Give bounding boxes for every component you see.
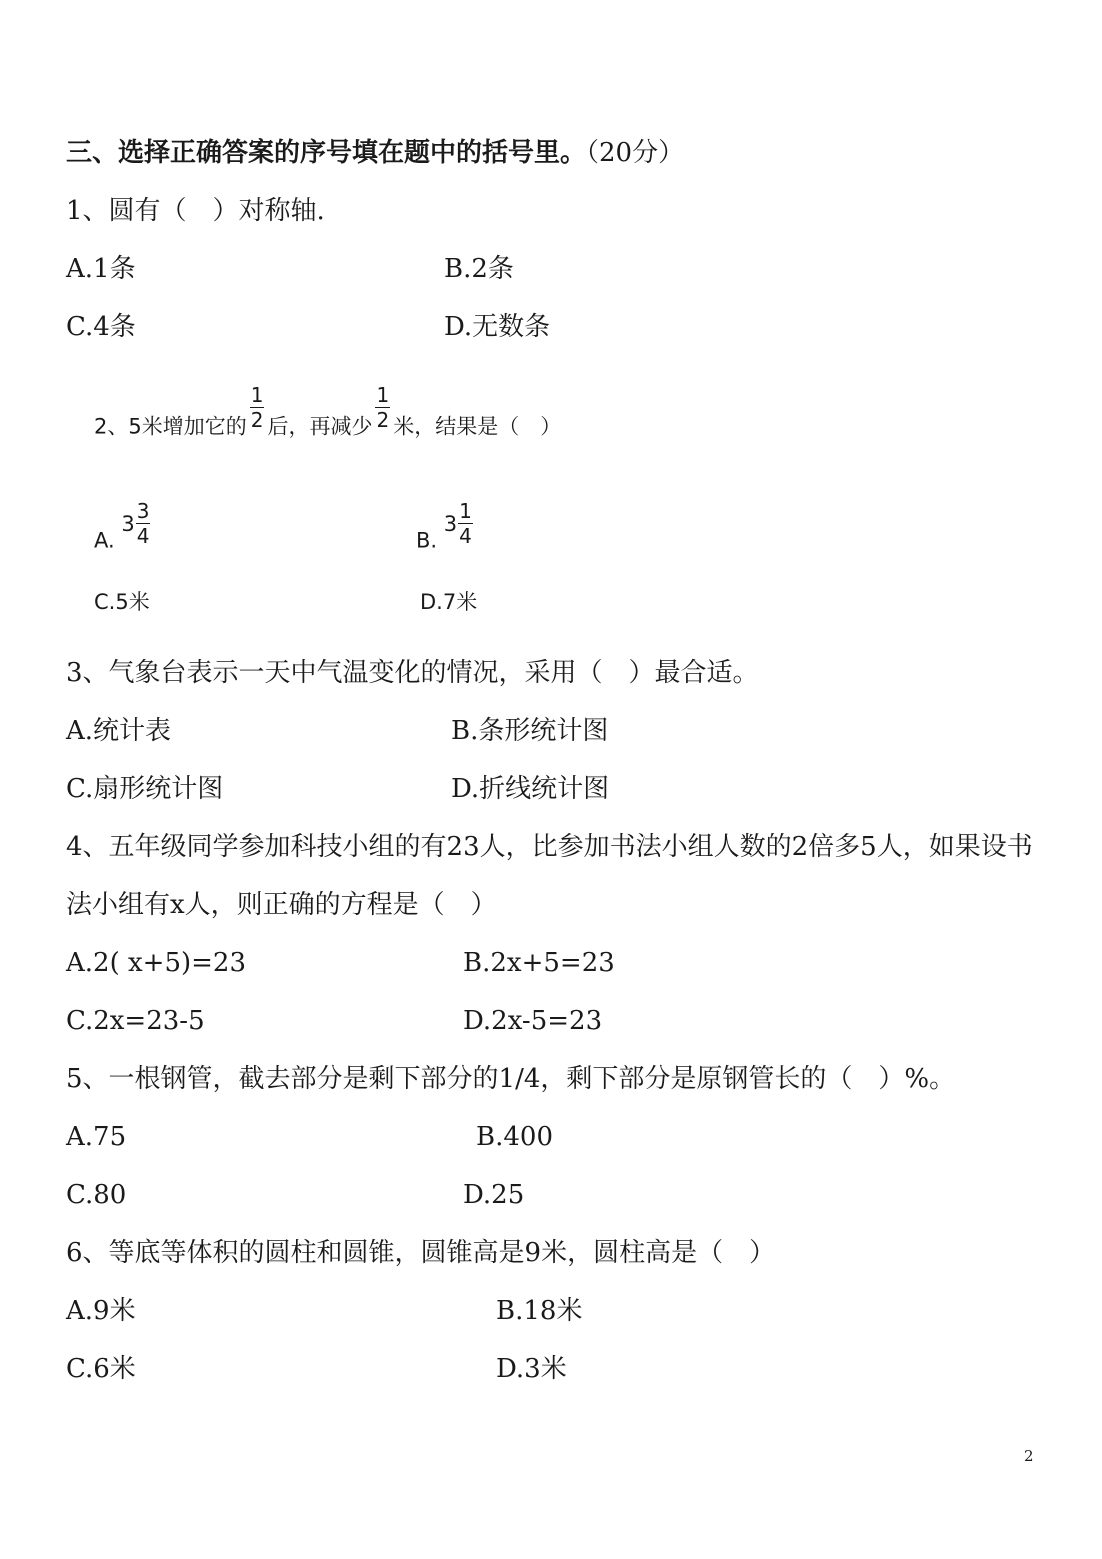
mixed-number <box>444 500 473 547</box>
question-5-text: 5、一根钢管，截去部分是剩下部分的1/4，剩下部分是原钢管长的（ ）%。 <box>66 1064 956 1094</box>
question-1-option-c: C.4条 <box>66 312 136 342</box>
question-5-option-d: D.25 <box>463 1180 525 1210</box>
mixed-whole: 3 <box>121 511 135 536</box>
question-4-option-b: B.2x+5=23 <box>463 948 615 978</box>
question-2-text <box>94 383 562 451</box>
option-label: B. <box>416 528 438 553</box>
section-title: 三、选择正确答案的序号填在题中的括号里。 <box>66 138 587 168</box>
question-5-option-b: B.400 <box>476 1122 553 1152</box>
question-2-option-d: D.7米 <box>420 590 478 614</box>
fraction-numerator: 1 <box>250 383 264 407</box>
question-3-option-b: B.条形统计图 <box>451 716 609 746</box>
question-4-option-d: D.2x-5=23 <box>463 1006 603 1036</box>
question-3-text: 3、气象台表示一天中气温变化的情况，采用（ ）最合适。 <box>66 658 759 688</box>
question-2-fraction-2 <box>375 384 390 431</box>
question-2-option-c: C.5米 <box>94 590 150 614</box>
fraction-denominator: 2 <box>250 408 264 432</box>
question-1-text: 1、圆有（ ）对称轴. <box>66 196 325 226</box>
question-4-text-line2: 法小组有x人，则正确的方程是（ ） <box>66 890 497 920</box>
fraction-denominator: 2 <box>376 408 390 432</box>
mixed-number <box>121 500 150 547</box>
question-3-option-c: C.扇形统计图 <box>66 774 224 804</box>
question-2-option-b <box>416 499 473 565</box>
mixed-whole: 3 <box>443 511 458 536</box>
question-2-text-part3: 米，结果是（ ） <box>393 414 562 439</box>
question-6-option-d: D.3米 <box>496 1354 567 1384</box>
question-6-text: 6、等底等体积的圆柱和圆锥，圆锥高是9米，圆柱高是（ ） <box>66 1238 776 1268</box>
mixed-fraction <box>136 500 151 547</box>
question-5-option-c: C.80 <box>66 1180 127 1210</box>
question-1-option-b: B.2条 <box>444 254 514 284</box>
question-6-option-a: A.9米 <box>66 1296 136 1326</box>
question-3-option-a: A.统计表 <box>66 716 172 746</box>
question-2-text-part1: 2、5米增加它的 <box>94 414 247 439</box>
fraction-denominator: 4 <box>136 524 150 548</box>
question-4-option-a: A.2( x+5)=23 <box>66 948 246 978</box>
option-label: A. <box>94 528 115 553</box>
section-heading <box>66 136 684 170</box>
question-5-option-a: A.75 <box>66 1122 127 1152</box>
question-6-option-b: B.18米 <box>496 1296 583 1326</box>
question-1-option-a: A.1条 <box>66 254 136 284</box>
section-points: （20分） <box>586 138 685 168</box>
fraction-numerator: 3 <box>136 499 150 523</box>
mixed-fraction <box>458 500 473 547</box>
question-4-option-c: C.2x=23-5 <box>66 1006 205 1036</box>
question-1-option-d: D.无数条 <box>444 312 551 342</box>
question-2-fraction-1 <box>250 384 265 431</box>
question-3-option-d: D.折线统计图 <box>451 774 610 804</box>
fraction-numerator: 1 <box>376 383 390 407</box>
question-6-option-c: C.6米 <box>66 1354 136 1384</box>
fraction-numerator: 1 <box>459 499 472 523</box>
question-2-text-part2: 后，再减少 <box>267 414 373 439</box>
question-2-option-a <box>94 499 150 565</box>
fraction-denominator: 4 <box>459 524 472 548</box>
page-number: 2 <box>1024 1447 1034 1465</box>
question-4-text-line1: 4、五年级同学参加科技小组的有23人，比参加书法小组人数的2倍多5人，如果设书 <box>66 832 1033 862</box>
